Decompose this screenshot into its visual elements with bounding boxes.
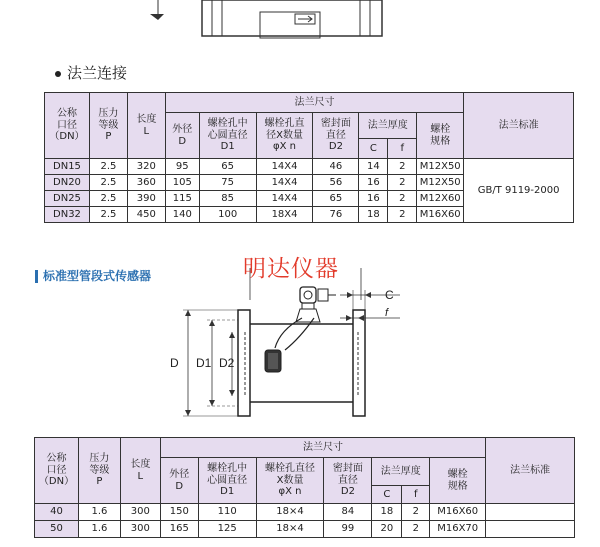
- header-flange-thickness: 法兰厚度: [372, 458, 430, 486]
- dim-label-d1: D1: [196, 356, 212, 370]
- section-title: [55, 62, 127, 83]
- header-bolt-hole: 螺栓孔直 径X数量 φX n: [256, 113, 313, 159]
- dim-label-c: C: [385, 288, 394, 302]
- header-standard: 法兰标准: [486, 438, 575, 504]
- header-f: f: [388, 139, 417, 159]
- header-length: 长度 L: [120, 438, 160, 504]
- header-f: f: [402, 486, 430, 504]
- header-nominal: 公称 口径 （DN）: [35, 438, 79, 504]
- header-outer-dia: 外径 D: [165, 113, 199, 159]
- dim-label-d: D: [170, 356, 179, 370]
- table-row: DN32 2.5 450 140 100 18X4 76 18 2 M16X60: [45, 207, 574, 223]
- header-flange-size: 法兰尺寸: [165, 93, 463, 113]
- sensor-flange-spec-table: [34, 437, 575, 538]
- header-flange-thickness: 法兰厚度: [359, 113, 417, 139]
- header-c: C: [359, 139, 388, 159]
- dim-label-d2: D2: [219, 356, 235, 370]
- header-pressure: 压力 等级 P: [78, 438, 120, 504]
- section-title-text: 法兰连接: [67, 64, 128, 82]
- header-pressure: 压力 等级 P: [89, 93, 127, 159]
- header-c: C: [372, 486, 402, 504]
- table-row: DN15 2.5 320 95 65 14X4 46 14 2 M12X50 GB/T 9119-2000: [45, 159, 574, 175]
- sensor-title-text: 标准型管段式传感器: [43, 269, 152, 283]
- header-bolt-spec: 螺栓 规格: [417, 113, 464, 159]
- header-seal-face: 密封面 直径 D2: [313, 113, 359, 159]
- dim-label-f: f: [385, 307, 389, 319]
- header-nominal: 公称 口径 （DN）: [45, 93, 90, 159]
- flange-spec-table: [44, 92, 574, 223]
- header-bolt-circle: 螺栓孔中 心圆直径 D1: [199, 113, 256, 159]
- table-row: 40 1.6 300 150 110 18×4 84 18 2 M16X60: [35, 504, 575, 521]
- standard-value: GB/T 9119-2000: [464, 159, 574, 223]
- header-standard: 法兰标准: [464, 93, 574, 159]
- header-outer-dia: 外径 D: [160, 458, 198, 504]
- header-bolt-spec: 螺栓 规格: [430, 458, 486, 504]
- bullet-icon: [55, 71, 61, 77]
- watermark-text: 明达仪器: [243, 256, 339, 282]
- header-length: 长度 L: [127, 93, 165, 159]
- table-row: DN20 2.5 360 105 75 14X4 56 16 2 M12X50: [45, 175, 574, 191]
- header-bolt-hole: 螺栓孔直径 X数量 φX n: [256, 458, 324, 504]
- top-drawing-fragment: [150, 0, 450, 48]
- table-row: DN25 2.5 390 115 85 14X4 65 16 2 M12X60: [45, 191, 574, 207]
- table-row: 50 1.6 300 165 125 18×4 99 20 2 M16X70: [35, 521, 575, 538]
- header-flange-size: 法兰尺寸: [160, 438, 485, 458]
- header-seal-face: 密封面 直径 D2: [324, 458, 372, 504]
- header-bolt-circle: 螺栓孔中 心圆直径 D1: [198, 458, 256, 504]
